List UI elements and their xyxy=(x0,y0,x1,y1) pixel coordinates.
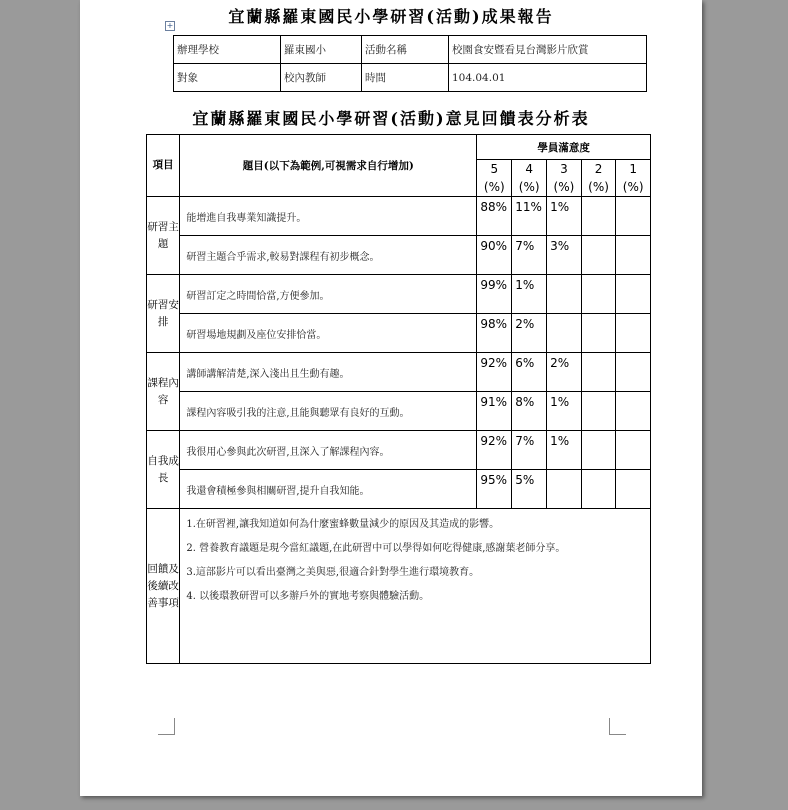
pct-cell: 7% xyxy=(512,431,547,470)
pct-cell: 8% xyxy=(512,392,547,431)
category-label: 研習安排 xyxy=(147,275,180,353)
question-cell: 能增進自我專業知識提升。 xyxy=(180,197,477,236)
pct-cell xyxy=(581,275,616,314)
category-label: 自我成長 xyxy=(147,431,180,509)
pct-cell: 2% xyxy=(512,314,547,353)
pct-cell xyxy=(616,392,651,431)
pct-cell xyxy=(616,197,651,236)
table-move-handle-icon[interactable]: + xyxy=(166,21,174,30)
margin-corner-mark xyxy=(609,718,626,735)
scale-3: 3 (%) xyxy=(547,160,582,197)
pct-cell xyxy=(581,392,616,431)
pct-cell: 3% xyxy=(547,236,582,275)
pct-cell: 5% xyxy=(512,470,547,509)
item-header: 項目 xyxy=(147,135,180,197)
question-cell: 課程內容吸引我的注意,且能與聽眾有良好的互動。 xyxy=(180,392,477,431)
pct-cell: 99% xyxy=(477,275,512,314)
scale-5: 5 (%) xyxy=(477,160,512,197)
pct-cell xyxy=(616,275,651,314)
pct-cell xyxy=(547,470,582,509)
pct-cell xyxy=(616,314,651,353)
question-header: 題目(以下為範例,可視需求自行增加) xyxy=(180,135,477,197)
pct-cell: 91% xyxy=(477,392,512,431)
pct-cell xyxy=(581,236,616,275)
question-cell: 我很用心參與此次研習,且深入了解課程內容。 xyxy=(180,431,477,470)
pct-cell: 98% xyxy=(477,314,512,353)
pct-cell: 1% xyxy=(547,392,582,431)
question-cell: 研習場地規劃及座位安排恰當。 xyxy=(180,314,477,353)
pct-cell: 95% xyxy=(477,470,512,509)
question-cell: 研習主題合乎需求,較易對課程有初步概念。 xyxy=(180,236,477,275)
scale-2: 2 (%) xyxy=(581,160,616,197)
pct-cell: 92% xyxy=(477,353,512,392)
scale-1: 1 (%) xyxy=(616,160,651,197)
pct-cell xyxy=(616,431,651,470)
info-cell: 時間 xyxy=(362,64,449,92)
report-title: 宜蘭縣羅東國民小學研習(活動)成果報告 xyxy=(228,7,554,26)
pct-cell: 2% xyxy=(547,353,582,392)
pct-cell xyxy=(581,431,616,470)
pct-cell xyxy=(581,470,616,509)
pct-cell xyxy=(616,470,651,509)
info-row xyxy=(174,64,647,92)
pct-cell: 92% xyxy=(477,431,512,470)
pct-cell xyxy=(581,353,616,392)
margin-corner-mark xyxy=(158,718,175,735)
pct-cell xyxy=(581,197,616,236)
pct-cell: 1% xyxy=(547,197,582,236)
pct-cell: 1% xyxy=(547,431,582,470)
pct-cell: 6% xyxy=(512,353,547,392)
pct-cell xyxy=(547,275,582,314)
satisfaction-header: 學員滿意度 xyxy=(477,135,651,160)
question-cell: 研習訂定之時間恰當,方便參加。 xyxy=(180,275,477,314)
survey-table xyxy=(146,134,651,664)
info-cell: 104.04.01 xyxy=(449,64,647,92)
category-label: 研習主題 xyxy=(147,197,180,275)
question-cell: 講師講解清楚,深入淺出且生動有趣。 xyxy=(180,353,477,392)
category-label: 課程內容 xyxy=(147,353,180,431)
feedback-item: 1.在研習裡,讓我知道如何為什麼蜜蜂數量減少的原因及其造成的影響。 xyxy=(186,519,500,530)
info-cell: 對象 xyxy=(174,64,281,92)
pct-cell xyxy=(616,353,651,392)
info-table xyxy=(173,35,647,92)
pct-cell: 88% xyxy=(477,197,512,236)
info-cell: 羅東國小 xyxy=(281,36,362,64)
pct-cell xyxy=(547,314,582,353)
info-cell: 校園食安暨看見台灣影片欣賞 xyxy=(449,36,647,64)
feedback-item: 4. 以後環教研習可以多辦戶外的實地考察與體驗活動。 xyxy=(186,591,430,602)
pct-cell xyxy=(581,314,616,353)
feedback-label: 回饋及後續改善事項 xyxy=(147,509,180,664)
survey-title: 宜蘭縣羅東國民小學研習(活動)意見回饋表分析表 xyxy=(192,109,590,128)
feedback-cell xyxy=(180,509,651,664)
feedback-item: 2. 營養教育議題是現今當紅議題,在此研習中可以學得如何吃得健康,感謝葉老師分享。 xyxy=(186,543,566,554)
feedback-item: 3.這部影片可以看出臺灣之美與惡,很適合針對學生進行環境教育。 xyxy=(186,567,480,578)
info-cell: 辦理學校 xyxy=(174,36,281,64)
info-cell: 校內教師 xyxy=(281,64,362,92)
pct-cell xyxy=(616,236,651,275)
pct-cell: 90% xyxy=(477,236,512,275)
pct-cell: 11% xyxy=(512,197,547,236)
pct-cell: 1% xyxy=(512,275,547,314)
question-cell: 我還會積極參與相關研習,提升自我知能。 xyxy=(180,470,477,509)
info-cell: 活動名稱 xyxy=(362,36,449,64)
info-row xyxy=(174,36,647,64)
document-page xyxy=(80,0,702,796)
pct-cell: 7% xyxy=(512,236,547,275)
scale-4: 4 (%) xyxy=(512,160,547,197)
